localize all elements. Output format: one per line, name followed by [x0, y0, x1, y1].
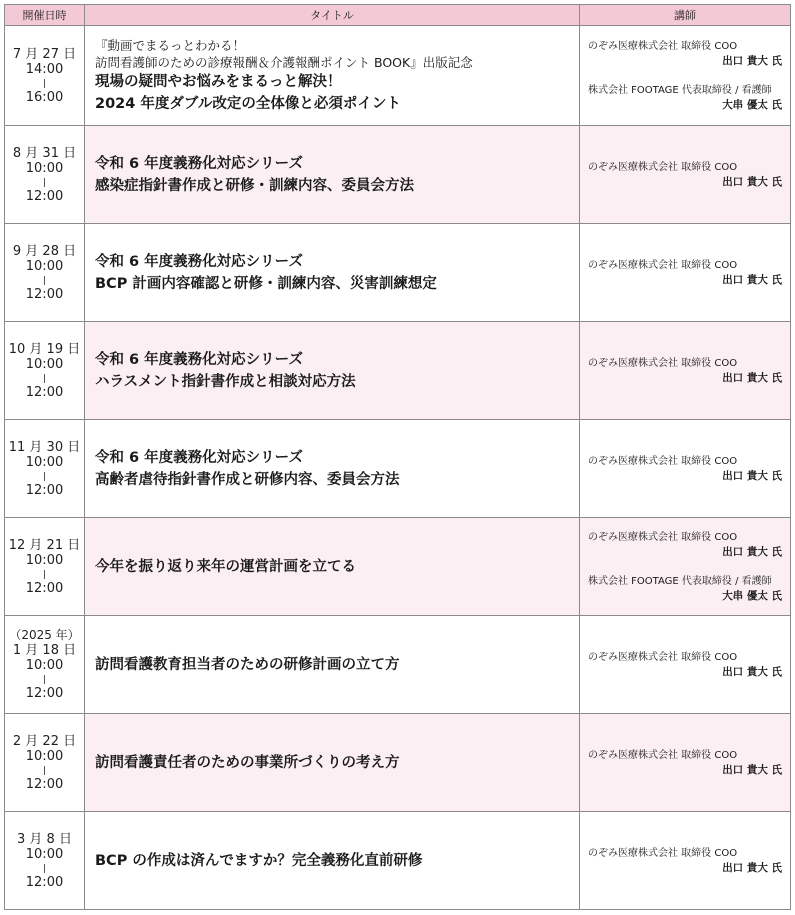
session-date-cell [5, 420, 85, 518]
session-title-line: 訪問看護責任者のための事業所づくりの考え方 [95, 754, 400, 771]
session-date-cell [5, 616, 85, 714]
session-title-cell [85, 322, 580, 420]
session-lecturer-cell [580, 714, 791, 812]
session-start-time: 14:00 [25, 61, 64, 77]
session-title-cell [85, 518, 580, 616]
lecturer-name: 出口 貴大 氏 [722, 273, 782, 286]
session-title-line: 感染症指針書作成と研修・訓練内容、委員会方法 [95, 177, 414, 194]
session-title-cell [85, 126, 580, 224]
time-range-divider [44, 472, 45, 481]
session-title-line: 令和 6 年度義務化対応シリーズ [95, 155, 303, 172]
table-row [5, 616, 791, 714]
lecturer-affiliation: のぞみ医療株式会社 取締役 COO [588, 749, 738, 761]
session-start-time: 10:00 [25, 552, 64, 568]
session-title-line: ハラスメント指針書作成と相談対応方法 [95, 373, 356, 390]
session-title-line: 令和 6 年度義務化対応シリーズ [95, 253, 303, 270]
table-row [5, 26, 791, 126]
session-end-time: 12:00 [25, 482, 64, 498]
session-start-time: 10:00 [25, 454, 64, 470]
lecturer-entry [588, 454, 782, 484]
time-range-divider [44, 178, 45, 187]
session-start-time: 10:00 [25, 846, 64, 862]
session-end-time: 12:00 [25, 776, 64, 792]
session-date: 2 月 22 日 [12, 733, 77, 749]
table-row [5, 518, 791, 616]
lecturer-name: 出口 貴大 氏 [722, 763, 782, 776]
time-range-divider [44, 766, 45, 775]
lecturer-name: 出口 貴大 氏 [722, 469, 782, 482]
header-lecturer: 講師 [580, 5, 791, 26]
session-title-line: 高齢者虐待指針書作成と研修内容、委員会方法 [95, 471, 400, 488]
lecturer-entry [588, 160, 782, 190]
session-title-line: 令和 6 年度義務化対応シリーズ [95, 449, 303, 466]
header-date: 開催日時 [5, 5, 85, 26]
session-end-time: 12:00 [25, 874, 64, 890]
session-title-cell [85, 26, 580, 126]
session-title-line: BCP 計画内容確認と研修・訓練内容、災害訓練想定 [95, 275, 437, 292]
session-date-cell [5, 812, 85, 910]
lecturer-name: 出口 貴大 氏 [722, 371, 782, 384]
lecturer-entry [588, 39, 782, 69]
table-row [5, 322, 791, 420]
session-date-cell [5, 26, 85, 126]
time-range-divider [44, 570, 45, 579]
session-date: 8 月 31 日 [12, 145, 77, 161]
session-date: 11 月 30 日 [8, 439, 81, 455]
lecturer-affiliation: のぞみ医療株式会社 取締役 COO [588, 847, 738, 859]
lecturer-entry [588, 356, 782, 386]
session-start-time: 10:00 [25, 160, 64, 176]
lecturer-affiliation: のぞみ医療株式会社 取締役 COO [588, 651, 738, 663]
session-lecturer-cell [580, 518, 791, 616]
session-title-line: BCP の作成は済んでますか？完全義務化直前研修 [95, 852, 423, 869]
lecturer-affiliation: のぞみ医療株式会社 取締役 COO [588, 357, 738, 369]
lecturer-affiliation: のぞみ医療株式会社 取締役 COO [588, 531, 738, 543]
lecturer-name: 出口 貴大 氏 [722, 665, 782, 678]
session-end-time: 16:00 [25, 89, 64, 105]
session-title-line: 訪問看護教育担当者のための研修計画の立て方 [95, 656, 400, 673]
table-row [5, 420, 791, 518]
session-date: 12 月 21 日 [8, 537, 81, 553]
lecturer-name: 出口 貴大 氏 [722, 545, 782, 558]
lecturer-entry [588, 83, 782, 113]
session-lecturer-cell [580, 616, 791, 714]
session-lecturer-cell [580, 224, 791, 322]
time-range-divider [44, 864, 45, 873]
lecturer-affiliation: 株式会社 FOOTAGE 代表取締役 / 看護師 [588, 575, 772, 587]
session-end-time: 12:00 [25, 188, 64, 204]
lecturer-affiliation: のぞみ医療株式会社 取締役 COO [588, 40, 738, 52]
session-lecturer-cell [580, 420, 791, 518]
lecturer-affiliation: のぞみ医療株式会社 取締役 COO [588, 455, 738, 467]
session-title-line: 今年を振り返り来年の運営計画を立てる [95, 558, 356, 575]
session-start-time: 10:00 [25, 748, 64, 764]
time-range-divider [44, 276, 45, 285]
header-title: タイトル [85, 5, 580, 26]
table-row [5, 224, 791, 322]
session-date-cell [5, 714, 85, 812]
session-date: 1 月 18 日 [12, 643, 77, 658]
lecturer-affiliation: 株式会社 FOOTAGE 代表取締役 / 看護師 [588, 84, 772, 96]
session-title-cell [85, 714, 580, 812]
session-end-time: 12:00 [25, 580, 64, 596]
lecturer-affiliation: のぞみ医療株式会社 取締役 COO [588, 259, 738, 271]
lecturer-entry [588, 258, 782, 288]
session-date: 3 月 8 日 [17, 831, 72, 847]
session-date-cell [5, 518, 85, 616]
session-title-subline: 訪問看護師のための診療報酬＆介護報酬ポイント BOOK』出版記念 [95, 54, 473, 70]
schedule-body [5, 26, 791, 910]
lecturer-name: 出口 貴大 氏 [722, 861, 782, 874]
lecturer-entry [588, 846, 782, 876]
session-end-time: 12:00 [25, 686, 64, 701]
session-lecturer-cell [580, 812, 791, 910]
lecturer-entry [588, 574, 782, 604]
session-title-line: 現場の疑問やお悩みをまるっと解決！ [95, 73, 342, 90]
session-lecturer-cell [580, 126, 791, 224]
lecturer-name: 大串 優太 氏 [722, 589, 782, 602]
session-date-cell [5, 126, 85, 224]
table-row [5, 714, 791, 812]
lecturer-name: 大串 優太 氏 [722, 98, 782, 111]
session-title-subline: 『動画でまるっとわかる！ [95, 37, 246, 53]
table-row [5, 812, 791, 910]
session-title-cell [85, 616, 580, 714]
session-start-time: 10:00 [25, 356, 64, 372]
lecturer-entry [588, 530, 782, 560]
session-date-cell [5, 224, 85, 322]
session-date: 9 月 28 日 [12, 243, 77, 259]
table-row [5, 126, 791, 224]
seminar-schedule-table [4, 4, 791, 910]
session-date: 7 月 27 日 [12, 46, 77, 62]
session-start-time: 10:00 [25, 258, 64, 274]
session-lecturer-cell [580, 26, 791, 126]
lecturer-entry [588, 748, 782, 778]
session-date-cell [5, 322, 85, 420]
lecturer-name: 出口 貴大 氏 [722, 175, 782, 188]
session-end-time: 12:00 [25, 384, 64, 400]
time-range-divider [44, 675, 45, 684]
session-date: 10 月 19 日 [8, 341, 81, 357]
time-range-divider [44, 374, 45, 383]
time-range-divider [44, 79, 45, 88]
table-header-row [5, 5, 791, 26]
session-title-line: 令和 6 年度義務化対応シリーズ [95, 351, 303, 368]
lecturer-name: 出口 貴大 氏 [722, 54, 782, 67]
session-title-cell [85, 224, 580, 322]
session-end-time: 12:00 [25, 286, 64, 302]
lecturer-affiliation: のぞみ医療株式会社 取締役 COO [588, 161, 738, 173]
session-year: （2025 年） [9, 628, 80, 642]
session-title-line: 2024 年度ダブル改定の全体像と必須ポイント [95, 95, 401, 112]
lecturer-entry [588, 650, 782, 680]
session-title-cell [85, 812, 580, 910]
session-start-time: 10:00 [25, 658, 64, 673]
session-lecturer-cell [580, 322, 791, 420]
session-title-cell [85, 420, 580, 518]
